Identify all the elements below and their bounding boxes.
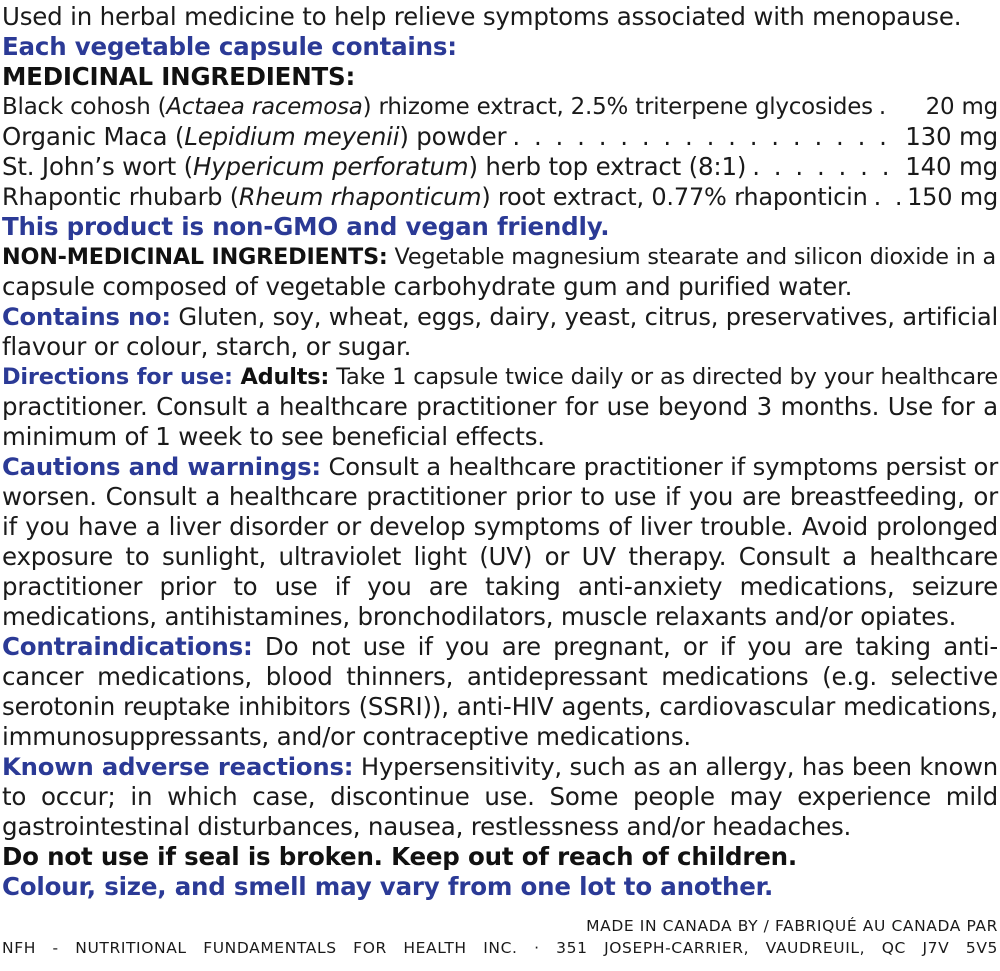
non-medicinal-text: Vegetable magnesium stearate and silicon dioxide in a — [387, 244, 996, 270]
ingredient-description: ) herb top extract (8:1) — [468, 152, 747, 181]
contains-no-text: flavour or colour, starch, or sugar. — [2, 332, 412, 361]
ingredient-amount: 150 mg — [907, 183, 998, 211]
directions-section — [2, 362, 998, 452]
cautions-text: exposure to sunlight, ultraviolet light (UV) or UV therapy. Consult a healthcare — [2, 542, 998, 571]
ingredient-amount: 20 mg — [925, 94, 998, 120]
contraindications-text: cancer medications, blood thinners, antidepressant medications (e.g. selective — [2, 662, 998, 691]
manufacturer-address: NFH - NUTRITIONAL FUNDAMENTALS FOR HEALTH INC. · 351 JOSEPH-CARRIER, VAUDREUIL, QC J7V 5V5 — [2, 939, 998, 957]
ingredient-row — [2, 92, 998, 122]
ingredient-description: ) rhizome extract, 2.5% triterpene glycosides — [362, 94, 873, 120]
adverse-reactions-section — [2, 752, 998, 842]
cautions-text: worsen. Consult a healthcare practitioner prior to use if you are breastfeeding, or — [2, 482, 998, 511]
ingredient-latin-name: Actaea racemosa — [166, 94, 363, 120]
ingredient-row — [2, 122, 998, 152]
contains-no-label: Contains no: — [2, 303, 171, 331]
ingredient-row — [2, 182, 998, 212]
made-in-canada-text: MADE IN CANADA BY / FABRIQUÉ AU CANADA PAR — [586, 917, 998, 935]
leader-dots — [879, 92, 900, 122]
cautions-label: Cautions and warnings: — [2, 452, 321, 481]
ingredient-latin-name: Lepidium meyenii — [184, 122, 400, 151]
leader-dots — [874, 182, 900, 212]
contraindications-text: serotonin reuptake inhibitors (SSRI)), anti-HIV agents, cardiovascular medications, — [2, 692, 998, 721]
seal-warning: Do not use if seal is broken. Keep out of reach of children. — [2, 842, 798, 871]
adverse-reactions-text: gastrointestinal disturbances, nausea, restlessness and/or headaches. — [2, 812, 852, 841]
capsule-heading: Each vegetable capsule contains: — [2, 32, 457, 61]
ingredient-name: Rhapontic rhubarb ( — [2, 183, 239, 211]
cautions-section — [2, 452, 998, 632]
cautions-text: medications, antihistamines, bronchodilators, muscle relaxants and/or opiates. — [2, 602, 957, 631]
ingredient-description: ) root extract, 0.77% rhaponticin — [481, 183, 868, 211]
ingredient-row — [2, 152, 998, 182]
ingredient-name: Black cohosh ( — [2, 94, 167, 120]
non-medicinal-label: NON-MEDICINAL INGREDIENTS: — [2, 244, 388, 270]
contraindications-text: immunosuppressants, and/or contraceptive medications. — [2, 722, 692, 751]
contains-no-text: Gluten, soy, wheat, eggs, dairy, yeast, citrus, preservatives, artificial — [170, 303, 998, 331]
adverse-reactions-label: Known adverse reactions: — [2, 752, 354, 781]
cautions-text: if you have a liver disorder or develop symptoms of liver trouble. Avoid prolonged — [2, 512, 998, 541]
leader-dots — [512, 122, 899, 152]
adverse-reactions-text: to occur; in which case, discontinue use. Some people may experience mild — [2, 782, 998, 811]
non-medicinal-text: capsule composed of vegetable carbohydrate gum and purified water. — [2, 272, 853, 301]
ingredient-amount: 140 mg — [905, 152, 998, 181]
ingredient-name: Organic Maca ( — [2, 122, 185, 151]
ingredient-list — [2, 92, 998, 212]
directions-text: practitioner. Consult a healthcare practitioner for use beyond 3 months. Use for a — [2, 392, 998, 421]
non-medicinal-section — [2, 242, 998, 302]
intro-text: Used in herbal medicine to help relieve symptoms associated with menopause. — [2, 2, 962, 31]
leader-dots — [752, 152, 899, 182]
contains-no-section — [2, 302, 998, 362]
colour-note: Colour, size, and smell may vary from one lot to another. — [2, 872, 774, 901]
ingredient-description: ) powder — [399, 122, 507, 151]
non-gmo-statement: This product is non-GMO and vegan friendly. — [2, 212, 610, 241]
ingredient-amount: 130 mg — [905, 122, 998, 151]
directions-label: Directions for use: — [2, 364, 233, 390]
ingredient-name: St. John’s wort ( — [2, 152, 193, 181]
cautions-text: practitioner prior to use if you are taking anti-anxiety medications, seizure — [2, 572, 998, 601]
contraindications-section — [2, 632, 998, 752]
adverse-reactions-text: Hypersensitivity, such as an allergy, has been known — [353, 752, 998, 781]
contraindications-text: Do not use if you are pregnant, or if you are taking anti- — [252, 632, 998, 661]
medicinal-heading: MEDICINAL INGREDIENTS: — [2, 62, 356, 91]
directions-text: Take 1 capsule twice daily or as directed by your healthcare — [329, 364, 999, 390]
cautions-text: Consult a healthcare practitioner if symptoms persist or — [320, 452, 999, 481]
ingredient-latin-name: Hypericum perforatum — [193, 152, 469, 181]
contraindications-label: Contraindications: — [2, 632, 253, 661]
directions-text: minimum of 1 week to see beneficial effects. — [2, 422, 545, 451]
ingredient-latin-name: Rheum rhaponticum — [238, 183, 482, 211]
adults-label: Adults: — [232, 364, 330, 390]
